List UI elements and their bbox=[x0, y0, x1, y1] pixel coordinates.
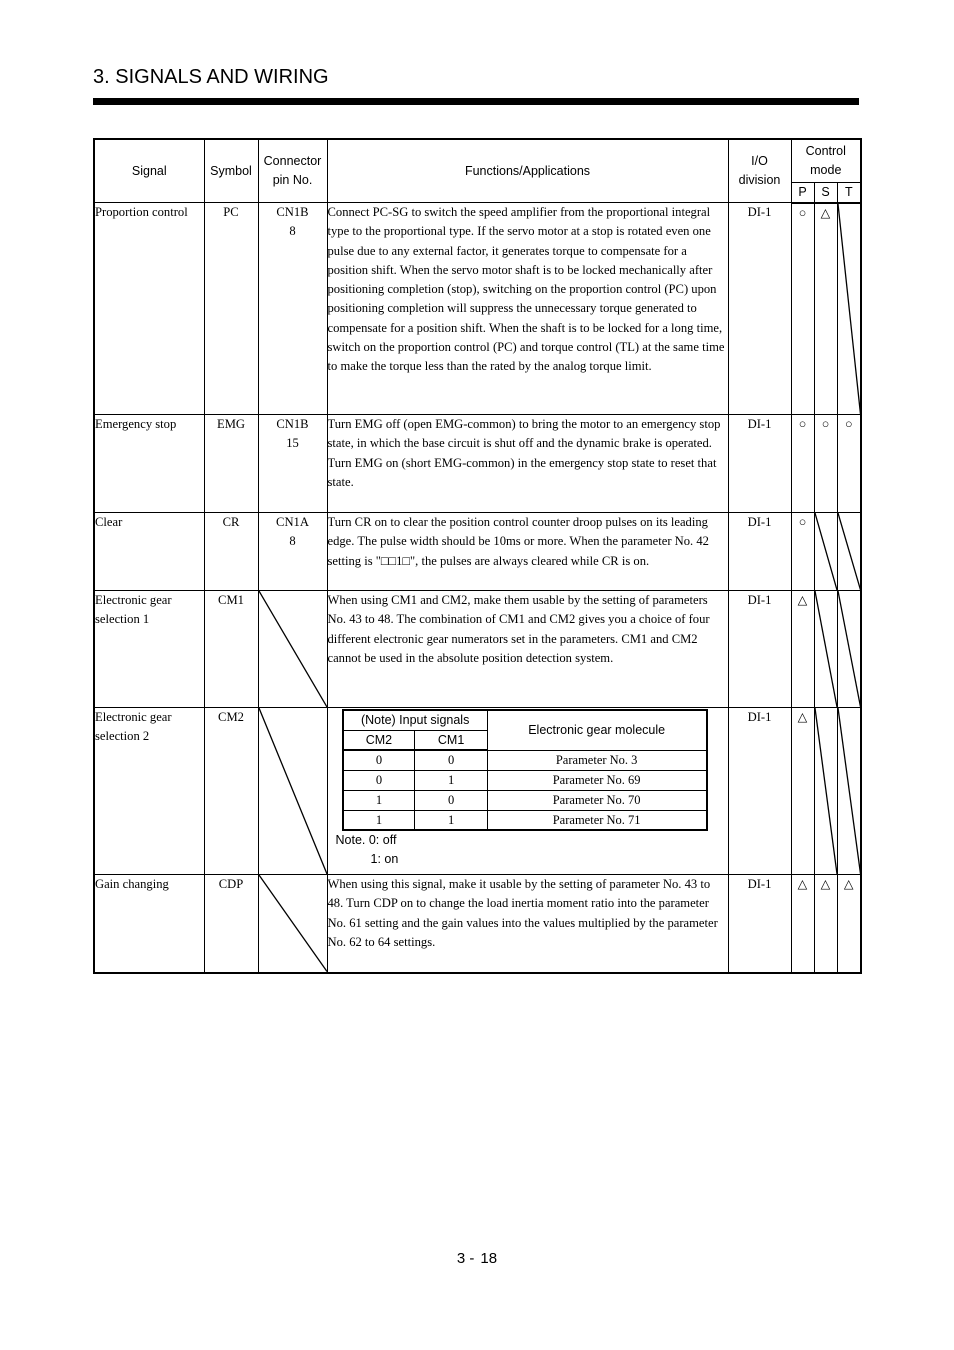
signal-name: Electronic gear selection 2 bbox=[94, 708, 204, 875]
electronic-gear-table bbox=[342, 709, 708, 831]
io-division: DI-1 bbox=[728, 513, 791, 591]
gear-molecule-value: Parameter No. 70 bbox=[487, 790, 706, 810]
mode-s: ○ bbox=[814, 415, 837, 513]
connector-pin: CN1A 8 bbox=[258, 513, 327, 591]
io-division: DI-1 bbox=[728, 875, 791, 973]
col-mode-p: P bbox=[791, 182, 814, 203]
signal-name: Proportion control bbox=[94, 203, 204, 415]
mode-p: ○ bbox=[791, 203, 814, 415]
table-row bbox=[94, 591, 861, 708]
col-mode-t: T bbox=[837, 182, 861, 203]
gear-row bbox=[343, 790, 707, 810]
col-control-mode-header: Control mode bbox=[791, 139, 861, 182]
signal-name: Clear bbox=[94, 513, 204, 591]
gear-row bbox=[343, 750, 707, 770]
mode-p: ○ bbox=[791, 415, 814, 513]
gear-cm1-value: 1 bbox=[415, 770, 487, 790]
table-row bbox=[94, 875, 861, 973]
gear-cm2-header: CM2 bbox=[343, 730, 415, 750]
electronic-gear-cell bbox=[327, 708, 728, 875]
gear-cm2-value: 1 bbox=[343, 790, 415, 810]
gear-cm2-value: 1 bbox=[343, 810, 415, 830]
gear-molecule-header: Electronic gear molecule bbox=[487, 710, 706, 750]
connector-pin: CN1B 15 bbox=[258, 415, 327, 513]
col-connector-header: Connector pin No. bbox=[258, 139, 327, 203]
gear-note-line2: 1: on bbox=[370, 852, 399, 866]
function-text: Turn CR on to clear the position control counter droop pulses on its leading edge. The pulse width should be 10ms or more. When the parameter No. 42 setting is "□□1□", the pulses are always cleared while CR is on. bbox=[327, 513, 728, 591]
connector-pin: CN1B 8 bbox=[258, 203, 327, 415]
table-row bbox=[94, 415, 861, 513]
col-mode-s: S bbox=[814, 182, 837, 203]
function-text: When using CM1 and CM2, make them usable by the setting of parameters No. 43 to 48. The combination of CM1 and CM2 gives you a choice of four different electronic gear numerators set in the parameters. CM1 and CM2 cannot be used in the absolute position detection system. bbox=[327, 591, 728, 708]
gear-row bbox=[343, 810, 707, 830]
table-row bbox=[94, 513, 861, 591]
electronic-gear-table-box bbox=[342, 709, 708, 831]
page-num: 18 bbox=[480, 1250, 498, 1267]
mode-p: △ bbox=[791, 591, 814, 708]
signals-table bbox=[93, 138, 862, 974]
mode-p: △ bbox=[791, 708, 814, 875]
mode-t: ○ bbox=[837, 415, 861, 513]
gear-cm1-value: 1 bbox=[415, 810, 487, 830]
gear-row bbox=[343, 770, 707, 790]
not-applicable-slash bbox=[258, 875, 327, 973]
not-applicable-slash bbox=[814, 591, 837, 708]
table-row bbox=[94, 708, 861, 875]
page-section: 3 - bbox=[456, 1250, 475, 1267]
col-symbol-header: Symbol bbox=[204, 139, 258, 203]
signal-symbol: CDP bbox=[204, 875, 258, 973]
io-division: DI-1 bbox=[728, 415, 791, 513]
signal-symbol: CR bbox=[204, 513, 258, 591]
mode-t: △ bbox=[837, 875, 861, 973]
gear-cm1-value: 0 bbox=[415, 750, 487, 770]
not-applicable-slash bbox=[837, 513, 861, 591]
signal-name: Electronic gear selection 1 bbox=[94, 591, 204, 708]
col-functions-header: Functions/Applications bbox=[327, 139, 728, 203]
gear-cm2-value: 0 bbox=[343, 750, 415, 770]
header-rule bbox=[93, 98, 859, 105]
io-division: DI-1 bbox=[728, 591, 791, 708]
signal-symbol: PC bbox=[204, 203, 258, 415]
mode-p: △ bbox=[791, 875, 814, 973]
gear-note bbox=[336, 831, 728, 869]
io-division: DI-1 bbox=[728, 203, 791, 415]
gear-molecule-value: Parameter No. 71 bbox=[487, 810, 706, 830]
col-io-header: I/O division bbox=[728, 139, 791, 203]
page-number bbox=[0, 1250, 954, 1267]
gear-molecule-value: Parameter No. 69 bbox=[487, 770, 706, 790]
not-applicable-slash bbox=[837, 591, 861, 708]
function-text: Connect PC-SG to switch the speed amplifier from the proportional integral type to the proportional type. If the servo motor at a stop is rotated even one pulse due to any external factor, it generates torque to compensate for a position shift. When the servo motor shaft is to be locked mechanically after positioning completion (stop), switching on the proportion control (PC) upon positioning completion will suppress the unnecessary torque generated to compensate for a position shift. When the shaft is to be locked for a long time, switch on the proportion control (PC) and torque control (TL) at the same time to make the torque less than the rated by the analog torque limit. bbox=[327, 203, 728, 415]
col-signal-header: Signal bbox=[94, 139, 204, 203]
gear-cm2-value: 0 bbox=[343, 770, 415, 790]
mode-s: △ bbox=[814, 875, 837, 973]
signal-symbol: CM1 bbox=[204, 591, 258, 708]
mode-p: ○ bbox=[791, 513, 814, 591]
not-applicable-slash bbox=[258, 591, 327, 708]
not-applicable-slash bbox=[258, 708, 327, 875]
signal-symbol: CM2 bbox=[204, 708, 258, 875]
signal-name: Gain changing bbox=[94, 875, 204, 973]
not-applicable-slash bbox=[837, 203, 861, 415]
function-text: Turn EMG off (open EMG-common) to bring the motor to an emergency stop state, in which the base circuit is shut off and the dynamic brake is operated. Turn EMG on (short EMG-common) in the emergency stop state to reset that state. bbox=[327, 415, 728, 513]
section-title: 3. SIGNALS AND WIRING bbox=[93, 66, 329, 88]
signal-symbol: EMG bbox=[204, 415, 258, 513]
gear-cm1-header: CM1 bbox=[415, 730, 487, 750]
gear-molecule-value: Parameter No. 3 bbox=[487, 750, 706, 770]
table-row bbox=[94, 203, 861, 415]
gear-note-line1: Note. 0: off bbox=[335, 833, 397, 847]
not-applicable-slash bbox=[814, 513, 837, 591]
not-applicable-slash bbox=[837, 708, 861, 875]
signal-name: Emergency stop bbox=[94, 415, 204, 513]
mode-s: △ bbox=[814, 203, 837, 415]
gear-cm1-value: 0 bbox=[415, 790, 487, 810]
gear-input-signals-header: (Note) Input signals bbox=[343, 710, 488, 730]
not-applicable-slash bbox=[814, 708, 837, 875]
io-division: DI-1 bbox=[728, 708, 791, 875]
function-text: When using this signal, make it usable by the setting of parameter No. 43 to 48. Turn CDP on to change the load inertia moment ratio into the parameter No. 61 setting and the gain values into the values multiplied by the parameter No. 62 to 64 settings. bbox=[327, 875, 728, 973]
